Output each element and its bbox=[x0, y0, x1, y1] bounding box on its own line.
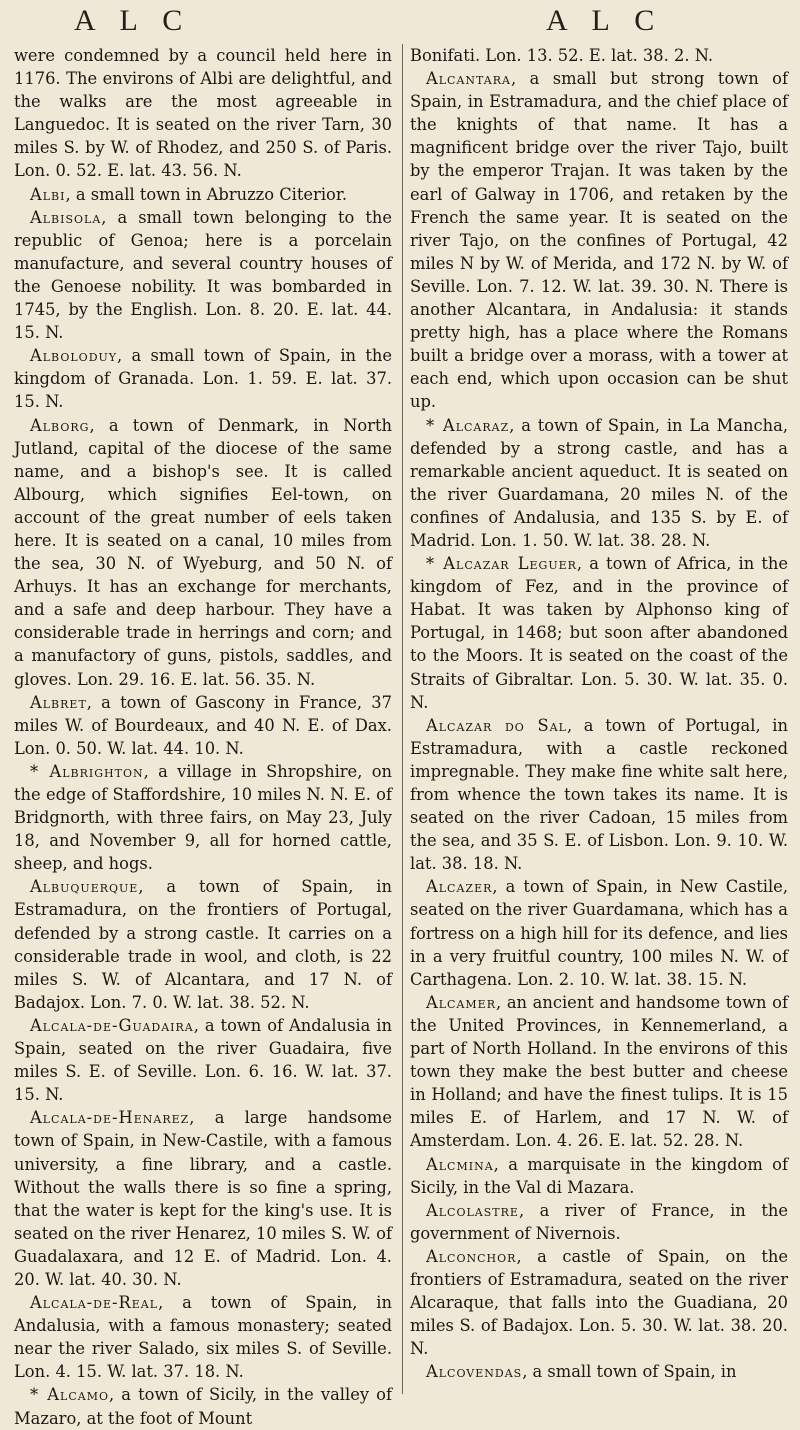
gazetteer-entry bbox=[14, 183, 392, 206]
entry-text: , a town of Portugal, in Estramadura, with a castle reckoned impregnable. They make fine white salt here, from whence the town takes its name. It is seated on the river Cadoan, 15 miles from the sea, and 35 S. E. of Lisbon. Lon. 9. 10. W. lat. 38. 18. N. bbox=[410, 715, 789, 874]
gazetteer-entry bbox=[14, 1106, 392, 1291]
entry-headword: Alcala-de-Henarez bbox=[30, 1108, 190, 1128]
continued-entry bbox=[14, 44, 392, 183]
entry-headword: Alconchor bbox=[426, 1246, 517, 1266]
entry-text: Bonifati. Lon. 13. 52. E. lat. 38. 2. N. bbox=[410, 46, 714, 65]
entry-text: , a town of Africa, in the kingdom of Fez, and in the province of Habat. It was taken by Alphonso king of Portugal, in 1468; but soon after abandoned to the Moors. It is seated on the coast of the Straits of Gibraltar. Lon. 5. 30. W. lat. 35. 0. N. bbox=[410, 554, 788, 712]
left-column bbox=[14, 44, 392, 1430]
running-header-right: A L C bbox=[546, 4, 664, 37]
gazetteer-entry bbox=[14, 1014, 392, 1106]
entry-headword: Alcala-de-Guadaira bbox=[30, 1015, 194, 1035]
gazetteer-entry bbox=[14, 1383, 392, 1429]
entry-text: , a town of Andalusia in Spain, seated on the river Guadaira, five miles S. E. of Seville. Lon. 6. 16. W. lat. 37. 15. N. bbox=[14, 1015, 392, 1105]
entry-headword: Alcala-de-Real bbox=[30, 1293, 159, 1313]
gazetteer-entry bbox=[14, 875, 392, 1014]
gazetteer-entry bbox=[410, 1153, 788, 1199]
entry-headword: Alcazar do Sal bbox=[426, 715, 567, 735]
entry-headword: Alcovendas bbox=[426, 1362, 523, 1382]
entry-headword: * Alcazar Leguer bbox=[426, 554, 577, 574]
entry-headword: Albi bbox=[30, 184, 66, 204]
gazetteer-entry bbox=[410, 414, 788, 553]
entry-text: , an ancient and handsome town of the United Provinces, in Kennemerland, a part of North Holland. In the environs of this town they make the best butter and cheese in Holland; and have the finest tulips. It is 15 miles E. of Harlem, and 17 N. W. of Amsterdam. Lon. 4. 26. E. lat. 52. 28. N. bbox=[410, 992, 788, 1151]
entry-text: were condemned by a council held here in 1176. The environs of Albi are delightful, and the walks are the most agreeable in Languedoc. It is seated on the river Tarn, 30 miles S. by W. of Rhodez, and 250 S. of Paris. Lon. 0. 52. E. lat. 43. 56. N. bbox=[14, 46, 392, 181]
entry-text: , a large handsome town of Spain, in New-Castile, with a famous university, a fine library, and a castle. Without the walls there is so fine a spring, that the water is kept for the king's use. It is seated on the river Henarez, 10 miles S. W. of Guadalaxara, and 12 E. of Madrid. Lon. 4. 20. W. lat. 40. 30. N. bbox=[14, 1108, 392, 1289]
entry-headword: Alborg bbox=[30, 415, 90, 435]
entry-text: , a small town in Abruzzo Citerior. bbox=[65, 184, 348, 204]
entry-headword: Albisola bbox=[30, 207, 102, 227]
entry-text: , a town of Spain, in New Castile, seated on the river Guardamana, which has a fortress on a high hill for its defence, and lies in a very fruitful country, 100 miles N. W. of Carthagena. Lon. 2. 10. W. lat. 38. 15. N. bbox=[410, 877, 788, 989]
gazetteer-entry bbox=[410, 1360, 788, 1383]
entry-text: , a small town belonging to the republic of Genoa; here is a porcelain manufacture, and several country houses of the Genoese nobility. It was bombarded in 1745, by the English. Lon. 8. 20. E. lat. 44. 15. N. bbox=[14, 207, 392, 343]
right-column bbox=[410, 44, 788, 1383]
entry-headword: Albuquerque bbox=[30, 877, 139, 897]
gazetteer-entry bbox=[14, 1291, 392, 1383]
entry-text: , a small town of Spain, in the kingdom of Granada. Lon. 1. 59. E. lat. 37. 15. N. bbox=[14, 346, 392, 412]
entry-headword: * Alcaraz bbox=[426, 415, 510, 435]
running-header-left: A L C bbox=[74, 4, 192, 37]
gazetteer-entry bbox=[410, 991, 788, 1153]
gazetteer-entry bbox=[14, 344, 392, 413]
gazetteer-entry bbox=[410, 67, 788, 413]
gazetteer-entry bbox=[14, 414, 392, 691]
entry-headword: Alcazer bbox=[426, 877, 493, 897]
entry-headword: Alcamer bbox=[426, 992, 496, 1012]
entry-text: , a town of Spain, in Estramadura, on the frontiers of Portugal, defended by a strong castle. It carries on a considerable trade in wool, and cloth, is 22 miles S. W. of Alcantara, and 17 N. of Badajox. Lon. 7. 0. W. lat. 38. 52. N. bbox=[14, 877, 392, 1012]
gazetteer-entry bbox=[14, 206, 392, 345]
entry-text: , a castle of Spain, on the frontiers of Estramadura, seated on the river Alcaraque, that falls into the Guadiana, 20 miles S. of Badajox. Lon. 5. 30. W. lat. 38. 20. N. bbox=[410, 1246, 788, 1359]
continued-entry bbox=[410, 44, 788, 67]
entry-headword: * Albrighton bbox=[30, 761, 144, 781]
column-divider bbox=[402, 44, 403, 1394]
gazetteer-entry bbox=[14, 691, 392, 760]
entry-text: , a village in Shropshire, on the edge of Staffordshire, 10 miles N. N. E. of Bridgnorth, with three fairs, on May 23, July 18, and November 9, all for horned cattle, sheep, and hogs. bbox=[14, 761, 392, 874]
gazetteer-entry bbox=[410, 1199, 788, 1245]
entry-text: , a town of Gascony in France, 37 miles W. of Bourdeaux, and 40 N. E. of Dax. Lon. 0. 50. W. lat. 44. 10. N. bbox=[14, 692, 392, 758]
gazetteer-entry bbox=[410, 714, 788, 876]
entry-text: , a town of Spain, in La Mancha, defended by a strong castle, and has a remarkable ancient aqueduct. It is seated on the river Guardamana, 20 miles N. of the confines of Andalusia, and 135 S. by E. of Madrid. Lon. 1. 50. W. lat. 38. 28. N. bbox=[410, 415, 788, 550]
entry-text: , a town of Sicily, in the valley of Mazaro, at the foot of Mount bbox=[14, 1385, 392, 1428]
entry-headword: Albret bbox=[30, 692, 87, 712]
entry-headword: Alcmina bbox=[426, 1154, 494, 1174]
gazetteer-entry bbox=[410, 552, 788, 714]
entry-text: , a town of Denmark, in North Jutland, capital of the diocese of the same name, and a bishop's see. It is called Albourg, which signifies Eel-town, on account of the great number of eels taken here. It is seated on a canal, 10 miles from the sea, 30 N. of Wyeburg, and 50 N. of Arhuys. It has an exchange for merchants, and a safe and deep harbour. They have a considerable trade in herrings and corn; and a manufactory of guns, pistols, saddles, and gloves. Lon. 29. 16. E. lat. 56. 35. N. bbox=[14, 415, 392, 689]
entry-text: , a marquisate in the kingdom of Sicily, in the Val di Mazara. bbox=[410, 1154, 788, 1197]
gazetteer-entry bbox=[410, 1245, 788, 1360]
entry-headword: Alcantara bbox=[426, 69, 511, 89]
entry-headword: * Alcamo bbox=[30, 1385, 109, 1405]
entry-text: , a town of Spain, in Andalusia, with a famous monastery; seated near the river Salado, six miles S. of Seville. Lon. 4. 15. W. lat. 37. 18. N. bbox=[14, 1293, 392, 1382]
gazetteer-entry bbox=[410, 875, 788, 990]
entry-headword: Alboloduy bbox=[30, 346, 118, 366]
gazetteer-entry bbox=[14, 760, 392, 875]
entry-text: , a small but strong town of Spain, in Estramadura, and the chief place of the knights of that name. It has a magnificent bridge over the river Tajo, built by the emperor Trajan. It was taken by the earl of Galway in 1706, and retaken by the French the same year. It is seated on the river Tajo, on the confines of Portugal, 42 miles N by W. of Merida, and 172 N. by W. of Seville. Lon. 7. 12. W. lat. 39. 30. N. There is another Alcantara, in Andalusia: it stands pretty high, has a place where the Romans built a bridge over a morass, with a tower at each end, which upon occasion can be shut up. bbox=[410, 69, 788, 412]
entry-text: , a river of France, in the government of Nivernois. bbox=[410, 1200, 788, 1243]
entry-text: , a small town of Spain, in bbox=[522, 1362, 737, 1382]
entry-headword: Alcolastre bbox=[426, 1200, 519, 1220]
